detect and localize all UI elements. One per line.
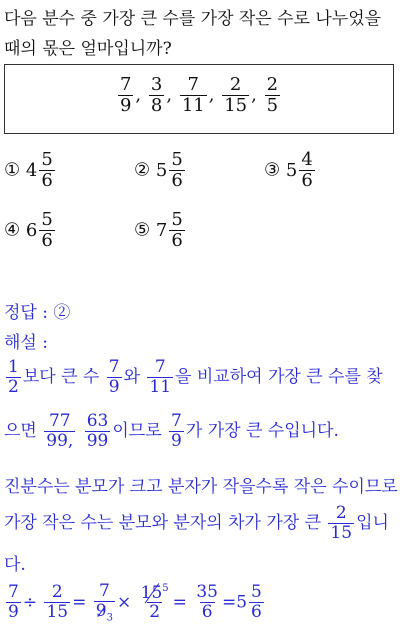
explanation-label: 해설 : <box>4 333 48 353</box>
fraction-box <box>4 64 394 134</box>
option-1[interactable]: ① 4 $\frac{5}{6}$ <box>4 149 53 191</box>
explanation-line-4: 가장 작은 수는 분모와 분자의 차가 가장 큰 $\frac{2}{15}$ 입니 <box>4 503 389 543</box>
question-line-1: 다음 분수 중 가장 큰 수를 가장 작은 수로 나누었을 <box>4 9 382 29</box>
option-5[interactable]: ⑤ 7 $\frac{5}{6}$ <box>134 209 183 251</box>
explanation-line-1: $\frac{1}{2}$ 보다 큰 수 $\frac{7}{9}$ 와 $\frac{7}{11}$ 을 비교하여 가장 큰 수를 찾 <box>8 357 383 397</box>
explanation-line-3: 진분수는 분모가 크고 분자가 작을수록 작은 수이므로 <box>4 477 398 497</box>
fraction-4: $\frac{2}{15}$ <box>224 74 248 116</box>
question-line-2: 때의 몫은 얼마입니까? <box>4 39 172 59</box>
fraction-1: $\frac{7}{9}$ <box>119 74 132 116</box>
option-3[interactable]: ③ 5 $\frac{4}{6}$ <box>264 149 313 191</box>
fraction-3: $\frac{7}{11}$ <box>181 74 205 116</box>
explanation-line-2: 으면 $\frac{77}{99,}$ $\frac{63}{99}$ 이므로 $\frac{7}{9}$ 가 가장 큰 수입니다. <box>4 411 339 451</box>
sep: , <box>135 84 142 106</box>
option-4[interactable]: ④ 6 $\frac{5}{6}$ <box>4 209 53 251</box>
fraction-list <box>5 75 393 116</box>
sep: , <box>208 84 215 106</box>
calculation: $\frac{7}{9}$ ÷ $\frac{2}{15}$ = $\frac{7}{9_3}$ × $\frac{15^5}{2}$ = $\frac{35}{6}$ =5 $\frac{5}{6}$ <box>8 581 262 624</box>
option-2[interactable]: ② 5 $\frac{5}{6}$ <box>134 149 183 191</box>
fraction-2: $\frac{3}{8}$ <box>150 74 163 116</box>
explanation-line-5: 다. <box>4 555 26 575</box>
fraction-5: $\frac{2}{5}$ <box>266 74 279 116</box>
sep: , <box>251 84 257 106</box>
answer-value: ② <box>53 303 71 323</box>
answer-line: 정답 : ② <box>4 303 71 323</box>
sep: , <box>166 84 173 106</box>
